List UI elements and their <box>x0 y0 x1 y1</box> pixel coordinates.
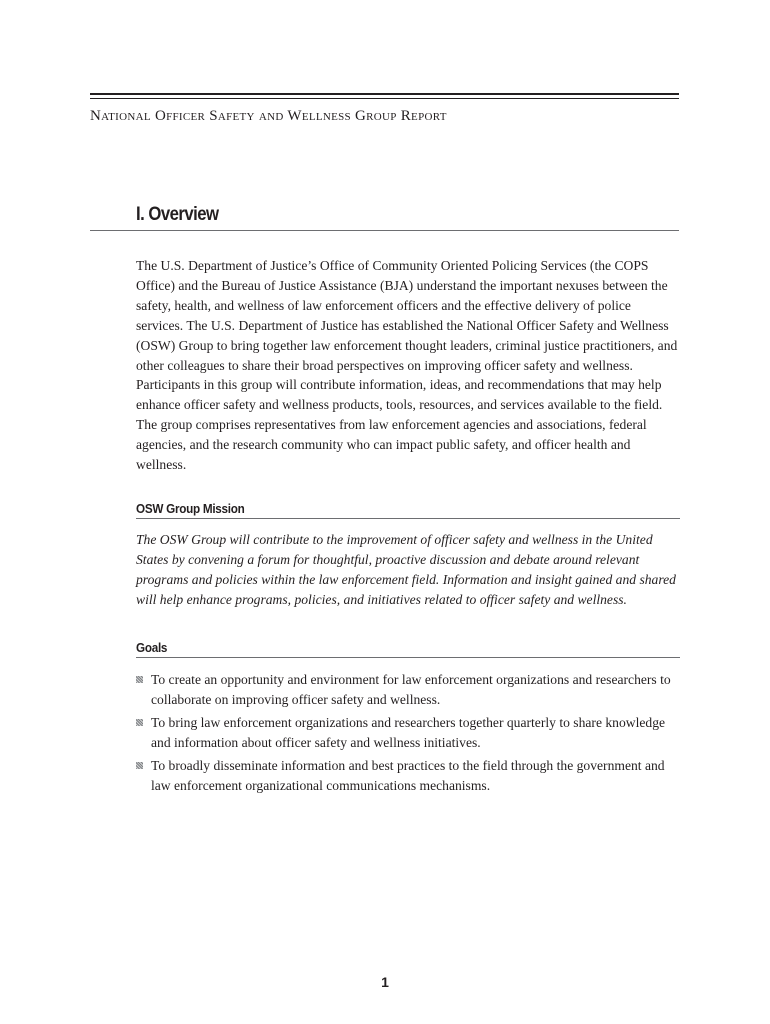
running-head: National Officer Safety and Wellness Group Report <box>90 108 447 124</box>
list-item <box>136 756 681 796</box>
square-bullet-icon <box>136 719 143 726</box>
section-title: I. Overview <box>136 204 219 225</box>
square-bullet-icon <box>136 676 143 683</box>
goal-text: To bring law enforcement organizations and researchers together quarterly to share knowledge and information about officer safety and wellness initiatives. <box>151 715 666 750</box>
header-rule-thin <box>90 98 679 99</box>
mission-rule <box>136 518 680 519</box>
section-rule <box>90 230 679 231</box>
mission-heading: OSW Group Mission <box>136 501 245 516</box>
mission-paragraph: The OSW Group will contribute to the improvement of officer safety and wellness in the United States by convening a forum for thoughtful, proactive discussion and debate around relevant programs and policies within the law enforcement field. Information and insight gained and shared will help enhance programs, policies, and initiatives related to officer safety and wellness. <box>136 532 676 607</box>
goals-rule <box>136 657 680 658</box>
goal-text: To create an opportunity and environment for law enforcement organizations and researchers to collaborate on improving officer safety and wellness. <box>151 672 671 707</box>
page-number: 1 <box>381 974 389 990</box>
goals-heading: Goals <box>136 640 168 655</box>
list-item <box>136 670 681 710</box>
goal-text: To broadly disseminate information and best practices to the field through the government and law enforcement organizational communications mechanisms. <box>151 758 665 793</box>
list-item <box>136 713 681 753</box>
square-bullet-icon <box>136 762 143 769</box>
header-rule-thick <box>90 93 679 95</box>
goals-list <box>136 670 681 799</box>
intro-paragraph: The U.S. Department of Justice’s Office of Community Oriented Policing Services (the COPS Office) and the Bureau of Justice Assistance (BJA) understand the important nexuses between the safety, health, and wellness of law enforcement officers and the effective delivery of police services. The U.S. Department of Justice has established the National Officer Safety and Wellness (OSW) Group to bring together law enforcement thought leaders, criminal justice practitioners, and other colleagues to share their broad perspectives on improving officer safety and wellness. Participants in this group will contribute information, ideas, and recommendations that may help enhance officer safety and wellness products, tools, resources, and services available to the field. The group comprises representatives from law enforcement agencies and associations, federal agencies, and the research community who can impact public safety, and officer health and wellness. <box>136 258 678 473</box>
